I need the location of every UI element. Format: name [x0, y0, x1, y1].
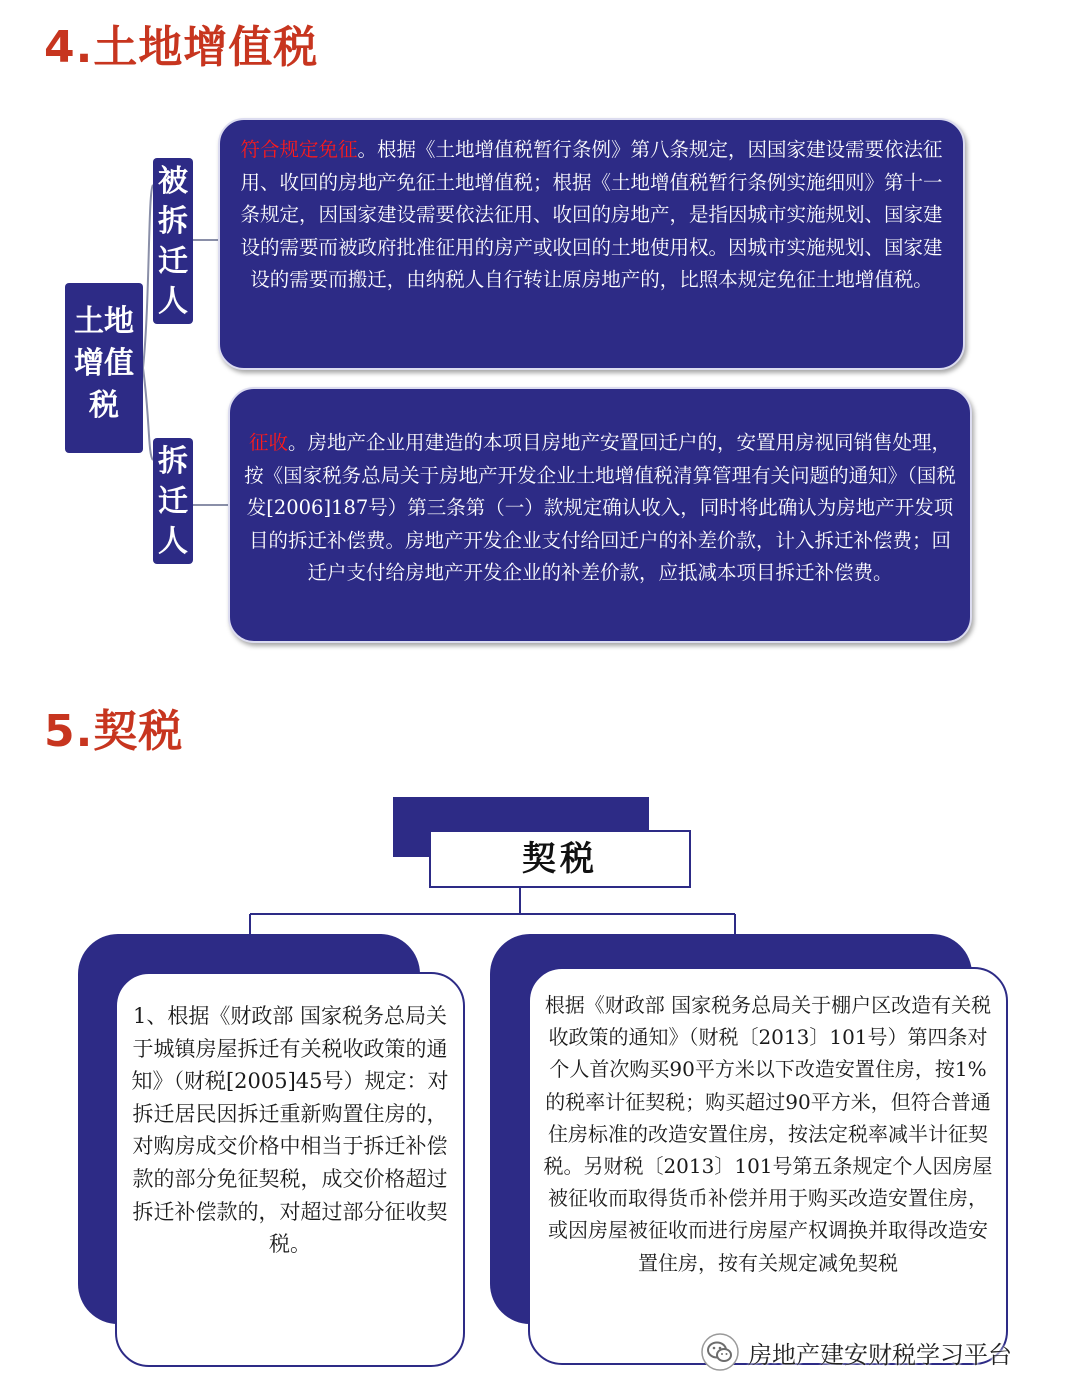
demolisher-label: 拆迁人: [153, 438, 193, 564]
wechat-icon: [700, 1332, 740, 1372]
watermark: [700, 1332, 1012, 1372]
levy-text: 。房地产企业用建造的本项目房地产安置回迁户的，安置用房视同销售处理，按《国家税务总局关于房地产开发企业土地增值税清算管理有关问题的通知》（国税发[2006]187号）第三条第（一）款规定确认收入，同时将此确认为房地产开发项目的拆迁补偿费。房地产开发企业支付给回迁户的补差价款，计入拆迁补偿费；回迁户支付给房地产开发企业的补差价款，应抵减本项目拆迁补偿费。: [244, 431, 956, 584]
watermark-text: 房地产建安财税学习平台: [748, 1340, 1012, 1369]
shantytown-renovation-policy-card: 根据《财政部 国家税务总局关于棚户区改造有关税收政策的通知》（财税〔2013〕101号）第四条对个人首次购买90平方米以下改造安置住房，按1%的税率计征契税；购买超过90平方米，但符合普通住房标准的改造安置住房，按法定税率减半计征契税。另财税〔2013〕101号第五条规定个人因房屋被征收而取得货币补偿并用于购买改造安置住房，或因房屋被征收而进行房屋产权调换并取得改造安置住房，按有关规定减免契税: [528, 967, 1008, 1365]
section-5-heading: 5.契税: [44, 706, 184, 757]
land-vat-root-box: 土地增值税: [65, 283, 143, 453]
connector-root-branch1: [143, 185, 153, 368]
exemption-text: 。根据《土地增值税暂行条例》第八条规定，因国家建设需要依法征用、收回的房地产免征土地增值税；根据《土地增值税暂行条例实施细则》第十一条规定，因国家建设需要依法征用、收回的房地产，是指因城市实施规划、国家建设的需要而被政府批准征用的房产或收回的土地使用权。因城市实施规划、国家建设的需要而搬迁，由纳税人自行转让原房地产的，比照本规定免征土地增值税。: [240, 138, 943, 291]
deed-tax-title-box: 契税: [429, 830, 691, 888]
demolisher-rule-box: [228, 387, 972, 643]
exemption-highlight: 符合规定免征: [240, 138, 358, 161]
demolished-party-label: 被拆迁人: [153, 158, 193, 324]
section-4-heading: 4.土地增值税: [44, 22, 319, 73]
levy-highlight: 征收: [248, 431, 288, 454]
connector-root-branch2: [143, 368, 153, 460]
demolished-party-rule-box: [218, 118, 965, 370]
urban-demolition-policy-card: 1、根据《财政部 国家税务总局关于城镇房屋拆迁有关税收政策的通知》（财税[2005]45号）规定：对拆迁居民因拆迁重新购置住房的，对购房成交价格中相当于拆迁补偿款的部分免征契税，成交价格超过拆迁补偿款的，对超过部分征收契税。: [115, 972, 465, 1367]
connector-title-cards: [250, 888, 735, 934]
